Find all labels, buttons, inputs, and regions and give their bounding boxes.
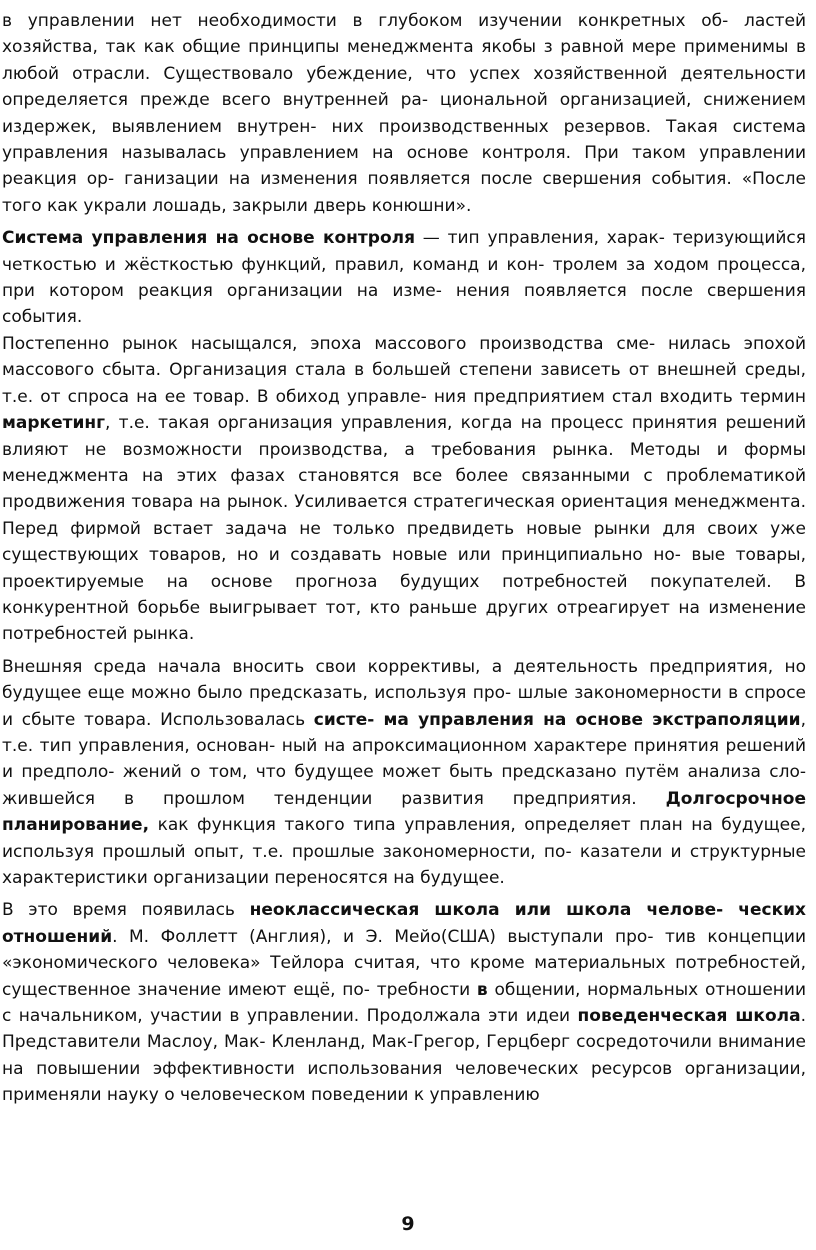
term-in: в — [476, 979, 488, 1000]
paragraph-5 — [0, 897, 806, 1108]
term-control-system: Система управления на основе контроля — [2, 228, 415, 249]
paragraph-4-text-3: как функция такого типа управления, определяет план на будущее, используя прошлый опыт, т.е. прошлые закономерности, по- казатели и структурные характеристики организации переносятся на будущее. — [2, 815, 806, 888]
paragraph-4 — [0, 654, 806, 892]
paragraph-5-text-4: . Представители Маслоу, Мак- Кленланд, Мак-Грегор, Герцберг сосредоточили внимание на повышении эффективности использования человеческих ресурсов организации, применяли науку о человеческом поведении к управлению — [2, 1006, 806, 1106]
paragraph-5-text-3: общении, нормальных отношении с начальником, участии в управлении. Продолжала эти идеи — [2, 979, 807, 1027]
term-human-relations-school: неоклассическая школа или школа челове- ческих отношений — [2, 900, 806, 947]
paragraph-3 — [0, 331, 806, 648]
paragraph-2-text: — тип управления, харак- теризующийся четкостью и жёсткостью функций, правил, команд и кон- тролем за ходом процесса, при котором реакция организации на изме- нения появляется после свершения события. — [2, 228, 806, 328]
paragraph-3-text-2: , т.е. такая организация управления, когда на процесс принятия решений влияют не возможности производства, а требования рынка. Методы и формы менеджмента на этих фазах становятся все более связанными с проблематикой продвижения товара на рынок. Усиливается стратегическая ориентация менеджмента. Перед фирмой встает задача не только предвидеть новые рынки для своих уже существующих товаров, но и создавать новые или принципиально но- вые товары, проектируемые на основе прогноза будущих потребностей покупателей. В конкурентной борьбе выигрывает тот, кто раньше других отреагирует на изменение потребностей рынка. — [2, 413, 806, 645]
document-page — [0, 8, 816, 1109]
term-long-term-planning: Долгосрочное планирование, — [2, 788, 806, 836]
term-extrapolation-system: систе- ма управления на основе экстраполяции — [313, 709, 801, 730]
term-behavioral-school: поведенческая школа — [577, 1006, 801, 1027]
paragraph-4-text-1: Внешняя среда начала вносить свои коррективы, а деятельность предприятия, но будущее еще можно было предсказать, используя про- шлые закономерности в спросе и сбыте товара. Использовалась — [2, 656, 806, 730]
paragraph-1 — [0, 8, 806, 219]
paragraph-1-text: в управлении нет необходимости в глубоком изучении конкретных об- ластей хозяйства, так как общие принципы менеджмента якобы з равной мере применимы в любой отрасли. Существовало убеждение, что успех хозяйственной деятельности определяется прежде всего внутренней ра- циональной организацией, снижением издержек, выявлением внутрен- них производственных резервов. Такая система управления называлась управлением на основе контроля. При таком управлении реакция ор- ганизации на изменения появляется после свершения события. «После того как украли лошадь, закрыли дверь конюшни». — [2, 11, 806, 216]
paragraph-5-text-1: В это время появилась — [2, 900, 250, 921]
paragraph-4-text-2: , т.е. тип управления, основан- ный на апроксимационном характере принятия решений и предполо- жений о том, что будущее может быть предсказано путём анализа сло- жившейся в прошлом тенденции развития предприятия. — [2, 709, 806, 809]
paragraph-3-text-1: Постепенно рынок насыщался, эпоха массового производства сме- нилась эпохой массового сбыта. Организация стала в большей степени зависеть от внешней среды, т.е. от спроса на ее товар. В обиход управле- ния предприятием стал входить термин — [2, 333, 806, 407]
paragraph-2 — [0, 225, 806, 331]
page-number: 9 — [401, 1213, 415, 1235]
paragraph-5-text-2: . М. Фоллетт (Англия), и Э. Мейо(США) выступали про- тив концепции «экономического человека» Тейлора считая, что кроме материальных потребностей, существенное значение имеют ещё, по- требности — [2, 926, 806, 1000]
term-marketing: маркетинг — [2, 413, 105, 434]
